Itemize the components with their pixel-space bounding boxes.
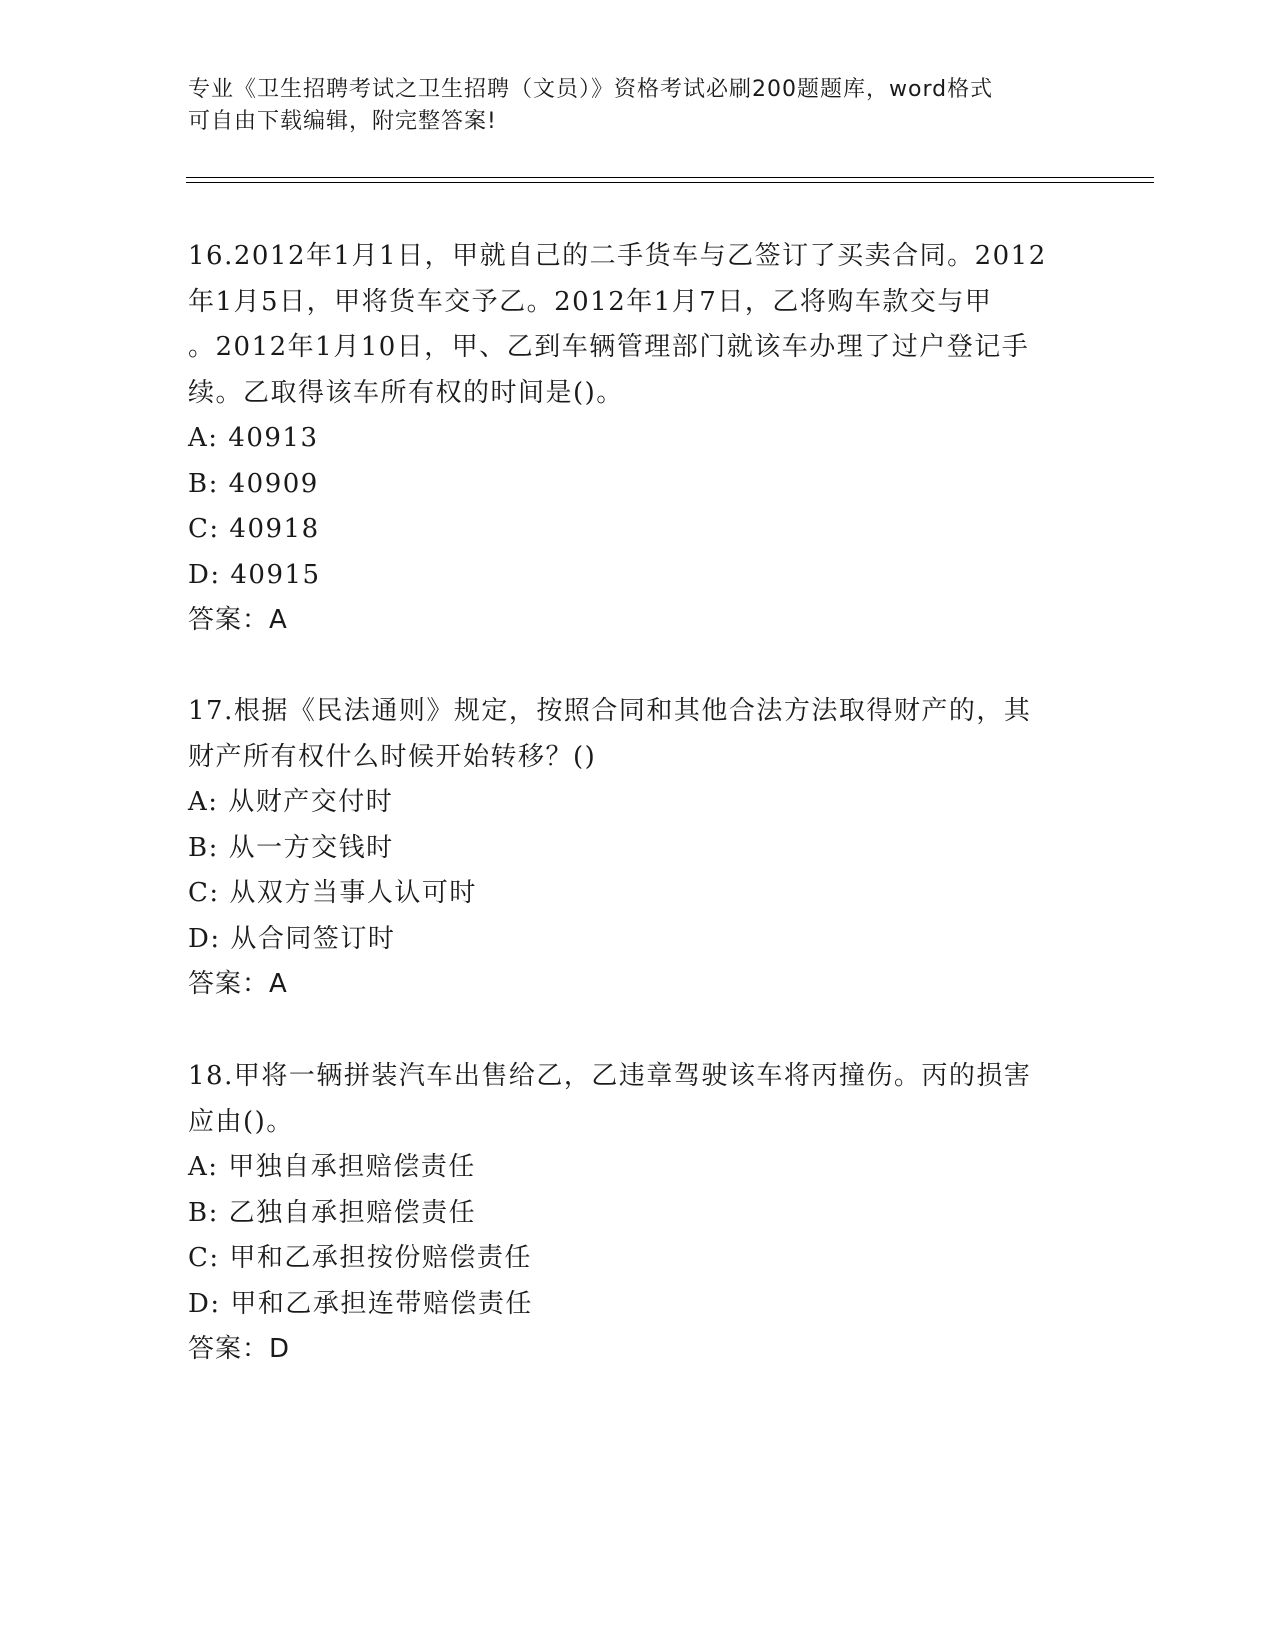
option-a: A: 甲独自承担赔偿责任: [188, 1152, 476, 1182]
question-stem-line: 年1月5日，甲将货车交予乙。2012年1月7日，乙将购车款交与甲: [188, 286, 993, 317]
header-divider-bottom: [186, 182, 1154, 183]
question-stem-line: 18.甲将一辆拼装汽车出售给乙，乙违章驾驶该车将丙撞伤。丙的损害: [188, 1061, 1032, 1091]
option-b: B: 乙独自承担赔偿责任: [188, 1197, 477, 1228]
question-stem-line: 17.根据《民法通则》规定，按照合同和其他合法方法取得财产的，其: [188, 696, 1032, 726]
question-16: [188, 234, 1088, 644]
question-stem-line: 16.2012年1月1日，甲就自己的二手货车与乙签订了买卖合同。2012: [188, 241, 1047, 271]
question-stem-line: 应由()。: [188, 1106, 294, 1137]
option-b: B: 从一方交钱时: [188, 832, 394, 863]
option-c: C: 从双方当事人认可时: [188, 878, 477, 908]
header-title-line-2: 可自由下载编辑，附完整答案!: [188, 109, 497, 134]
question-stem-line: 。2012年1月10日，甲、乙到车辆管理部门就该车办理了过户登记手: [188, 332, 1030, 362]
option-a: A: 40913: [188, 423, 319, 453]
question-stem-line: 续。乙取得该车所有权的时间是()。: [188, 377, 624, 408]
question-stem-line: 财产所有权什么时候开始转移？(): [188, 741, 597, 772]
answer-line: 答案：A: [188, 969, 288, 999]
option-c: C: 甲和乙承担按份赔偿责任: [188, 1243, 532, 1273]
answer-line: 答案：A: [188, 605, 288, 635]
question-17: [188, 689, 1088, 1008]
option-d: D: 甲和乙承担连带赔偿责任: [188, 1288, 533, 1319]
document-header: [188, 74, 1088, 138]
option-a: A: 从财产交付时: [188, 787, 394, 817]
answer-line: 答案：D: [188, 1334, 291, 1364]
option-b: B: 40909: [188, 468, 319, 499]
header-title-line-1: 专业《卫生招聘考试之卫生招聘（文员）》资格考试必刷200题题库，word格式: [188, 77, 994, 102]
option-d: D: 从合同签订时: [188, 923, 396, 954]
option-c: C: 40918: [188, 514, 320, 544]
question-18: [188, 1054, 1088, 1373]
header-divider-top: [186, 177, 1154, 178]
option-d: D: 40915: [188, 559, 321, 590]
